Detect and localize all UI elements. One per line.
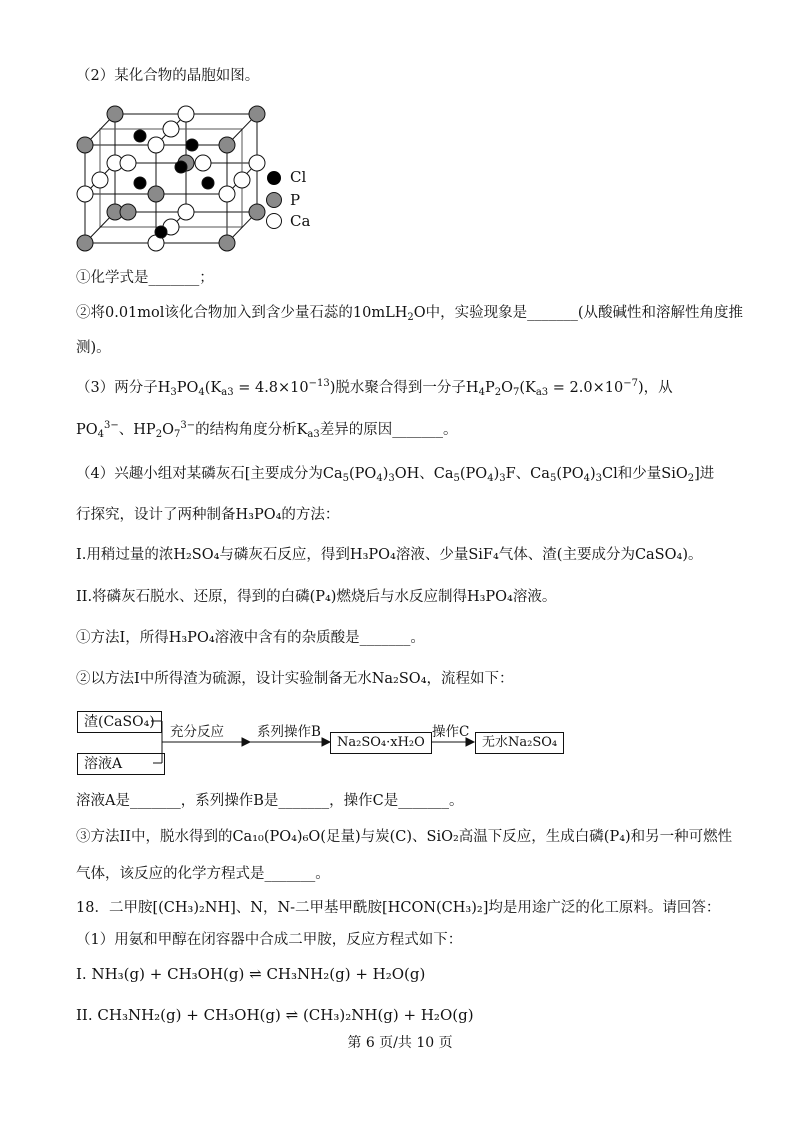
cl-atom — [134, 130, 146, 142]
p-atom — [107, 106, 123, 122]
p-atom — [77, 235, 93, 251]
q3-line2: $PO_4^{3-}$、$HP_2O_7^{3-}$的结构角度分析$K_{a3}$差异的原因_______。 — [76, 420, 458, 440]
q4-sub1: ①方法I，所得H₃PO₄溶液中含有的杂质酸是_______。 — [76, 630, 425, 646]
ca-atom — [178, 204, 194, 220]
q4-sub3-line1: ③方法II中，脱水得到的Ca₁₀(PO₄)₆O(足量)与炭(C)、SiO₂高温下反应，生成白磷(P₄)和另一种可燃性 — [76, 829, 733, 845]
q4-sub2: ②以方法I中所得渣为硫源，设计实验制备无水Na₂SO₄，流程如下： — [76, 671, 514, 687]
p-atom — [120, 204, 136, 220]
q3-line1: （3）两分子$H_3PO_4(K_{a3} = 4.8\times 10^{-13})$脱水聚合得到一分子$H_4P_2O_7(K_{a3} = 2.0\times 10^{-7})$，从 — [76, 378, 673, 398]
cl-atom — [175, 161, 187, 173]
p-atom — [249, 106, 265, 122]
ca-atom — [178, 106, 194, 122]
cl-legend-marker — [266, 170, 282, 186]
cl-atom — [155, 226, 167, 238]
p-atom — [219, 235, 235, 251]
reaction-2: II. CH₃NH₂(g) + CH₃OH(g) ⇌ (CH₃)₂NH(g) + H₂O(g) — [76, 1006, 474, 1024]
q18-1: （1）用氨和甲醇在闭容器中合成二甲胺，反应方程式如下： — [76, 932, 463, 948]
ca-legend-marker — [265, 212, 283, 230]
ca-atom — [77, 186, 93, 202]
legend-label-ca: Ca — [290, 212, 311, 230]
p-atom — [148, 186, 164, 202]
ca-atom — [234, 172, 250, 188]
flow-arrow-label-b: 系列操作B — [257, 724, 321, 740]
flow-arrow-label-react: 充分反应 — [170, 724, 224, 740]
q18-title: 18．二甲胺[(CH₃)₂NH]、N，N-二甲基甲酰胺[HCON(CH₃)₂]均是用途广泛的化工原料。请回答： — [76, 900, 721, 916]
q2-2-line2: 测)。 — [76, 340, 111, 356]
q4-method-II: II.将磷灰石脱水、还原，得到的白磷(P₄)燃烧后与水反应制得H₃PO₄溶液。 — [76, 589, 557, 605]
q2-title: （2）某化合物的晶胞如图。 — [76, 68, 260, 84]
flow-box-solution-a: 溶液A — [77, 753, 165, 775]
ca-atom — [92, 172, 108, 188]
p-legend-marker — [265, 191, 283, 209]
legend-label-cl: Cl — [290, 168, 307, 186]
legend-label-p: P — [290, 191, 301, 209]
q4-line2: 行探究，设计了两种制备H₃PO₄的方法： — [76, 507, 340, 523]
flow-box-hydrate: Na₂SO₄·xH₂O — [330, 732, 432, 754]
q2-1: ①化学式是_______； — [76, 270, 214, 286]
ca-atom — [219, 186, 235, 202]
q4-sub3-line2: 气体，该反应的化学方程式是_______。 — [76, 866, 330, 882]
ca-atom — [195, 155, 211, 171]
cl-atom — [202, 177, 214, 189]
reaction-1: I. NH₃(g) + CH₃OH(g) ⇌ CH₃NH₂(g) + H₂O(g) — [76, 965, 426, 983]
crystal-cell-diagram — [68, 100, 268, 260]
flow-arrow-label-c: 操作C — [432, 724, 470, 740]
page-footer: 第 6 页/共 10 页 — [347, 1035, 453, 1051]
ca-atom — [148, 137, 164, 153]
p-atom — [77, 137, 93, 153]
ca-atom — [163, 121, 179, 137]
cl-atom — [134, 177, 146, 189]
q4-line1: （4）兴趣小组对某磷灰石[主要成分为$Ca_5(PO_4)_3OH$、$Ca_5(PO_4)_3F$、$Ca_5(PO_4)_3Cl$和少量SiO$_2$]进 — [76, 466, 715, 484]
ca-atom — [249, 155, 265, 171]
p-atom — [219, 137, 235, 153]
flow-box-residue: 渣(CaSO₄) — [77, 711, 162, 733]
ca-atom — [120, 155, 136, 171]
q4-sub2-answer: 溶液A是_______，系列操作B是_______，操作C是_______。 — [76, 793, 464, 809]
p-atom — [249, 204, 265, 220]
q4-method-I: I.用稍过量的浓H₂SO₄与磷灰石反应，得到H₃PO₄溶液、少量SiF₄气体、渣(主要成分为CaSO₄)。 — [76, 547, 703, 563]
flow-box-anhydrous: 无水Na₂SO₄ — [475, 732, 564, 754]
cl-atom — [186, 139, 198, 151]
q2-2-line1: ②将0.01mol该化合物加入到含少量石蕊的10mLH$_2$O中，实验现象是_______(从酸碱性和溶解性角度推 — [76, 305, 744, 323]
